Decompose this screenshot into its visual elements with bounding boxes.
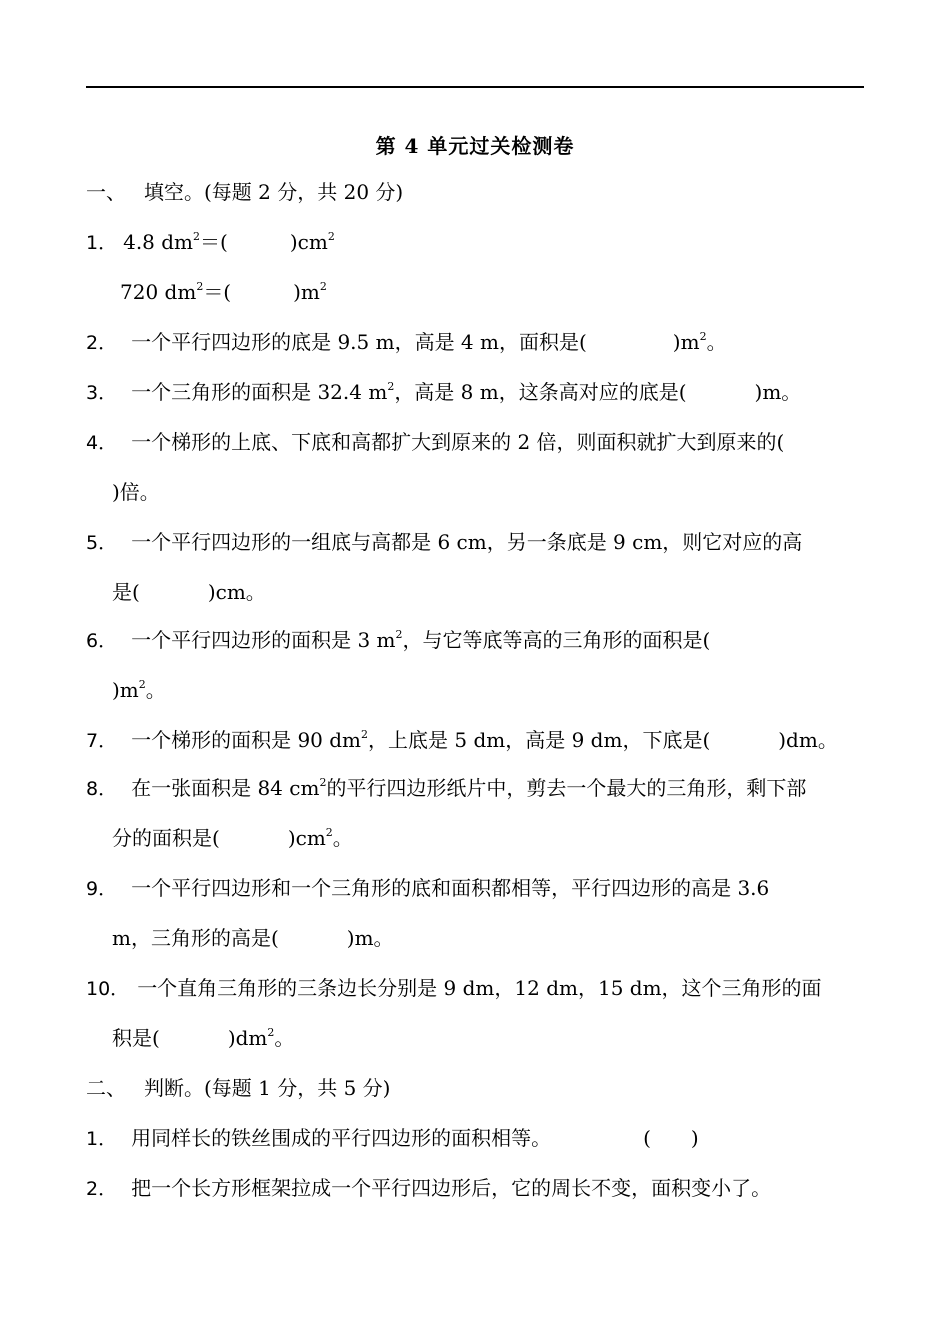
section-two-label: 二、 (86, 1076, 126, 1100)
question-text: 。 (332, 826, 353, 850)
question-text: m，三角形的高是( (112, 926, 279, 950)
question-text: )m (112, 678, 139, 702)
judge-question-1 (86, 1126, 699, 1151)
question-number: 6． (86, 630, 118, 652)
question-text: )m (293, 280, 320, 304)
section-one-label: 一、 (86, 180, 126, 204)
question-text: )cm。 (207, 580, 266, 604)
superscript: 2 (193, 230, 201, 243)
question-text: 720 dm (120, 280, 197, 304)
question-text: 在一张面积是 84 cm (131, 776, 320, 800)
question-number: 7． (86, 730, 118, 752)
fill-question-2 (86, 330, 727, 355)
question-text: 。 (706, 330, 727, 354)
question-number: 10． (86, 978, 130, 1000)
fill-question-8 (86, 776, 806, 801)
fill-question-9 (86, 876, 769, 901)
question-text: )cm (289, 230, 328, 254)
question-text: )倍。 (112, 480, 160, 504)
question-text: 一个平行四边形的面积是 3 m (131, 628, 396, 652)
fill-question-1a (86, 230, 335, 255)
superscript: 2 (327, 230, 335, 243)
question-text: ，高是 8 m，这条高对应的底是( (394, 380, 687, 404)
fill-question-6 (86, 628, 710, 653)
superscript: 2 (196, 280, 204, 293)
question-text: )m (672, 330, 700, 354)
section-two-text: 判断。(每题 1 分，共 5 分) (144, 1076, 391, 1100)
question-text: 用同样长的铁丝围成的平行四边形的面积相等。 (131, 1126, 552, 1150)
question-text: )dm。 (778, 728, 838, 752)
question-text: ，与它等底等高的三角形的面积是( (402, 628, 711, 652)
superscript: 2 (267, 1026, 275, 1039)
fill-question-7 (86, 728, 838, 753)
question-text: 积是( (112, 1026, 160, 1050)
question-text: )dm (227, 1026, 268, 1050)
question-text: )cm (287, 826, 326, 850)
question-text: 把一个长方形框架拉成一个平行四边形后，它的周长不变，面积变小了。 (131, 1176, 772, 1200)
superscript: 2 (699, 330, 707, 343)
question-number: 1． (86, 232, 118, 254)
question-text: 4.8 dm (123, 230, 194, 254)
judge-question-2 (86, 1176, 771, 1201)
question-text: ＝( (200, 230, 228, 254)
header-rule (86, 86, 864, 88)
question-text: 分的面积是( (112, 826, 220, 850)
question-number: 3． (86, 382, 118, 404)
question-text: )m。 (754, 380, 802, 404)
question-number: 8． (86, 778, 118, 800)
question-text: 一个梯形的面积是 90 dm (131, 728, 362, 752)
question-number: 9． (86, 878, 118, 900)
fill-question-8-cont (112, 826, 353, 850)
section-one-heading (86, 180, 403, 204)
superscript: 2 (387, 380, 395, 393)
question-text: 一个三角形的面积是 32.4 m (131, 380, 388, 404)
question-number: 4． (86, 432, 118, 454)
question-text: 的平行四边形纸片中，剪去一个最大的三角形，剩下部 (326, 776, 807, 800)
superscript: 2 (325, 826, 333, 839)
fill-question-10-cont (112, 1026, 294, 1050)
superscript: 2 (361, 728, 369, 741)
fill-question-4-cont (112, 480, 160, 504)
fill-question-3 (86, 380, 801, 405)
fill-question-6-cont (112, 678, 166, 702)
section-two-heading (86, 1076, 390, 1100)
answer-bracket[interactable]: ( ) (643, 1126, 699, 1150)
section-one-text: 填空。(每题 2 分，共 20 分) (144, 180, 404, 204)
question-number: 2． (86, 1178, 118, 1200)
page-title: 第 4 单元过关检测卷 (375, 134, 575, 158)
question-text: )m。 (346, 926, 394, 950)
fill-question-5 (86, 530, 802, 555)
question-text: 一个平行四边形和一个三角形的底和面积都相等，平行四边形的高是 3.6 (131, 876, 770, 900)
superscript: 2 (319, 776, 327, 789)
superscript: 2 (319, 280, 327, 293)
question-number: 2． (86, 332, 118, 354)
fill-question-9-cont (112, 926, 394, 950)
question-number: 5． (86, 532, 118, 554)
question-text: ＝( (203, 280, 232, 304)
fill-question-1b (120, 280, 327, 304)
fill-question-5-cont (112, 580, 266, 604)
superscript: 2 (395, 628, 403, 641)
question-number: 1． (86, 1128, 118, 1150)
superscript: 2 (138, 678, 146, 691)
question-text: 。 (145, 678, 166, 702)
question-text: 是( (112, 580, 140, 604)
question-text: ，上底是 5 dm，高是 9 dm，下底是( (368, 728, 711, 752)
question-text: 。 (274, 1026, 295, 1050)
fill-question-4 (86, 430, 784, 455)
question-text: 一个梯形的上底、下底和高都扩大到原来的 2 倍，则面积就扩大到原来的( (131, 430, 785, 454)
question-text: 一个平行四边形的一组底与高都是 6 cm，另一条底是 9 cm，则它对应的高 (131, 530, 803, 554)
question-text: 一个直角三角形的三条边长分别是 9 dm，12 dm，15 dm，这个三角形的面 (137, 976, 822, 1000)
fill-question-10 (86, 976, 822, 1001)
question-text: 一个平行四边形的底是 9.5 m，高是 4 m，面积是( (131, 330, 587, 354)
